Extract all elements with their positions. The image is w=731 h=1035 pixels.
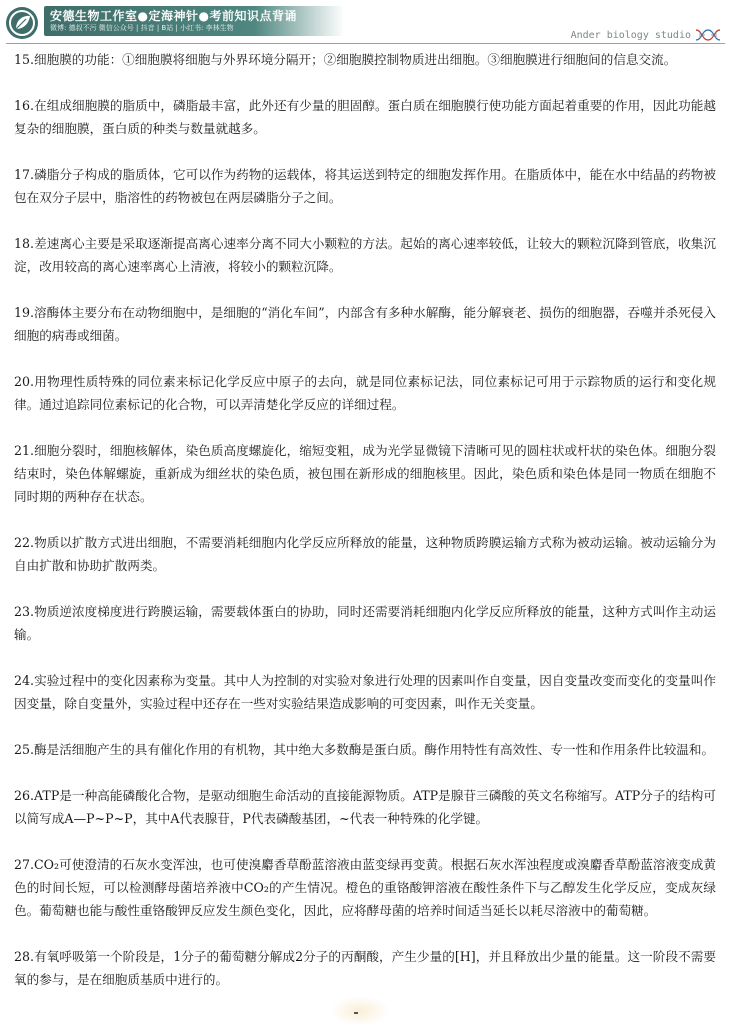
studio-name: Ander biology studio	[570, 30, 691, 41]
paragraph-27: 27.CO₂可使澄清的石灰水变浑浊，也可使溴麝香草酚蓝溶液由蓝变绿再变黄。根据石灰水浑浊程度或溴麝香草酚蓝溶液变成黄色的时间长短，可以检测酵母菌培养液中CO₂的产生情况。橙色的重铬酸钾溶液在酸性条件下与乙醇发生化学反应，变成灰绿色。葡萄糖也能与酸性重铬酸钾反应发生颜色变化，因此，应将酵母菌的培养时间适当延长以耗尽溶液中的葡萄糖。	[14, 857, 716, 918]
leaf-circle-logo-icon	[4, 5, 40, 41]
paragraph-19: 19.溶酶体主要分布在动物细胞中，是细胞的“消化车间”，内部含有多种水解酶，能分解衰老、损伤的细胞器，吞噬并杀死侵入细胞的病毒或细菌。	[14, 305, 716, 343]
paragraph-15: 15.细胞膜的功能：①细胞膜将细胞与外界环境分隔开；②细胞膜控制物质进出细胞。③细胞膜进行细胞间的信息交流。	[14, 52, 677, 67]
paragraph-20: 20.用物理性质特殊的同位素来标记化学反应中原子的去向，就是同位素标记法，同位素标记可用于示踪物质的运行和变化规律。通过追踪同位素标记的化合物，可以弄清楚化学反应的详细过程。	[14, 374, 716, 412]
paragraph-22: 22.物质以扩散方式进出细胞，不需要消耗细胞内化学反应所释放的能量，这种物质跨膜运输方式称为被动运输。被动运输分为自由扩散和协助扩散两类。	[14, 535, 716, 573]
brand-banner	[44, 6, 344, 36]
header-subtitle: 微博: 德叔不污 微信公众号 | 抖音 | B站 | 小红书: 李林生物	[50, 24, 234, 32]
paragraph-23: 23.物质逆浓度梯度进行跨膜运输，需要载体蛋白的协助，同时还需要消耗细胞内化学反应所释放的能量，这种方式叫作主动运输。	[14, 604, 716, 642]
header-title: 安德生物工作室●定海神针●考前知识点背诵	[50, 9, 297, 23]
document-body	[14, 48, 716, 991]
paragraph-16: 16.在组成细胞膜的脂质中，磷脂最丰富，此外还有少量的胆固醇。蛋白质在细胞膜行使功能方面起着重要的作用，因此功能越复杂的细胞膜，蛋白质的种类与数量就越多。	[14, 98, 716, 136]
dna-helix-icon	[695, 28, 721, 42]
header-divider	[6, 43, 725, 44]
paragraph-18: 18.差速离心主要是采取逐渐提高离心速率分离不同大小颗粒的方法。起始的离心速率较低，让较大的颗粒沉降到管底，收集沉淀，改用较高的离心速率离心上清液，将较小的颗粒沉降。	[14, 236, 716, 274]
paragraph-24: 24.实验过程中的变化因素称为变量。其中人为控制的对实验对象进行处理的因素叫作自变量，因自变量改变而变化的变量叫作因变量，除自变量外，实验过程中还存在一些对实验结果造成影响的可变因素，叫作无关变量。	[14, 673, 716, 711]
page-header	[0, 0, 731, 44]
paragraph-21: 21.细胞分裂时，细胞核解体，染色质高度螺旋化，缩短变粗，成为光学显微镜下清晰可见的圆柱状或杆状的染色体。细胞分裂结束时，染色体解螺旋，重新成为细丝状的染色质，被包围在新形成的细胞核里。因此，染色质和染色体是同一物质在细胞不同时期的两种存在状态。	[14, 443, 716, 504]
footer-watermark	[330, 996, 390, 1026]
paragraph-25: 25.酶是活细胞产生的具有催化作用的有机物，其中绝大多数酶是蛋白质。酶作用特性有高效性、专一性和作用条件比较温和。	[14, 742, 715, 757]
page-marker	[354, 1012, 358, 1014]
paragraph-17: 17.磷脂分子构成的脂质体，它可以作为药物的运载体，将其运送到特定的细胞发挥作用。在脂质体中，能在水中结晶的药物被包在双分子层中，脂溶性的药物被包在两层磷脂分子之间。	[14, 167, 716, 205]
paragraph-28: 28.有氧呼吸第一个阶段是，1分子的葡萄糖分解成2分子的丙酮酸，产生少量的[H]，并且释放出少量的能量。这一阶段不需要氧的参与，是在细胞质基质中进行的。	[14, 949, 716, 987]
paragraph-26: 26.ATP是一种高能磷酸化合物，是驱动细胞生命活动的直接能源物质。ATP是腺苷三磷酸的英文名称缩写。ATP分子的结构可以简写成A—P~P~P，其中A代表腺苷，P代表磷酸基团，~代表一种特殊的化学键。	[14, 788, 716, 826]
